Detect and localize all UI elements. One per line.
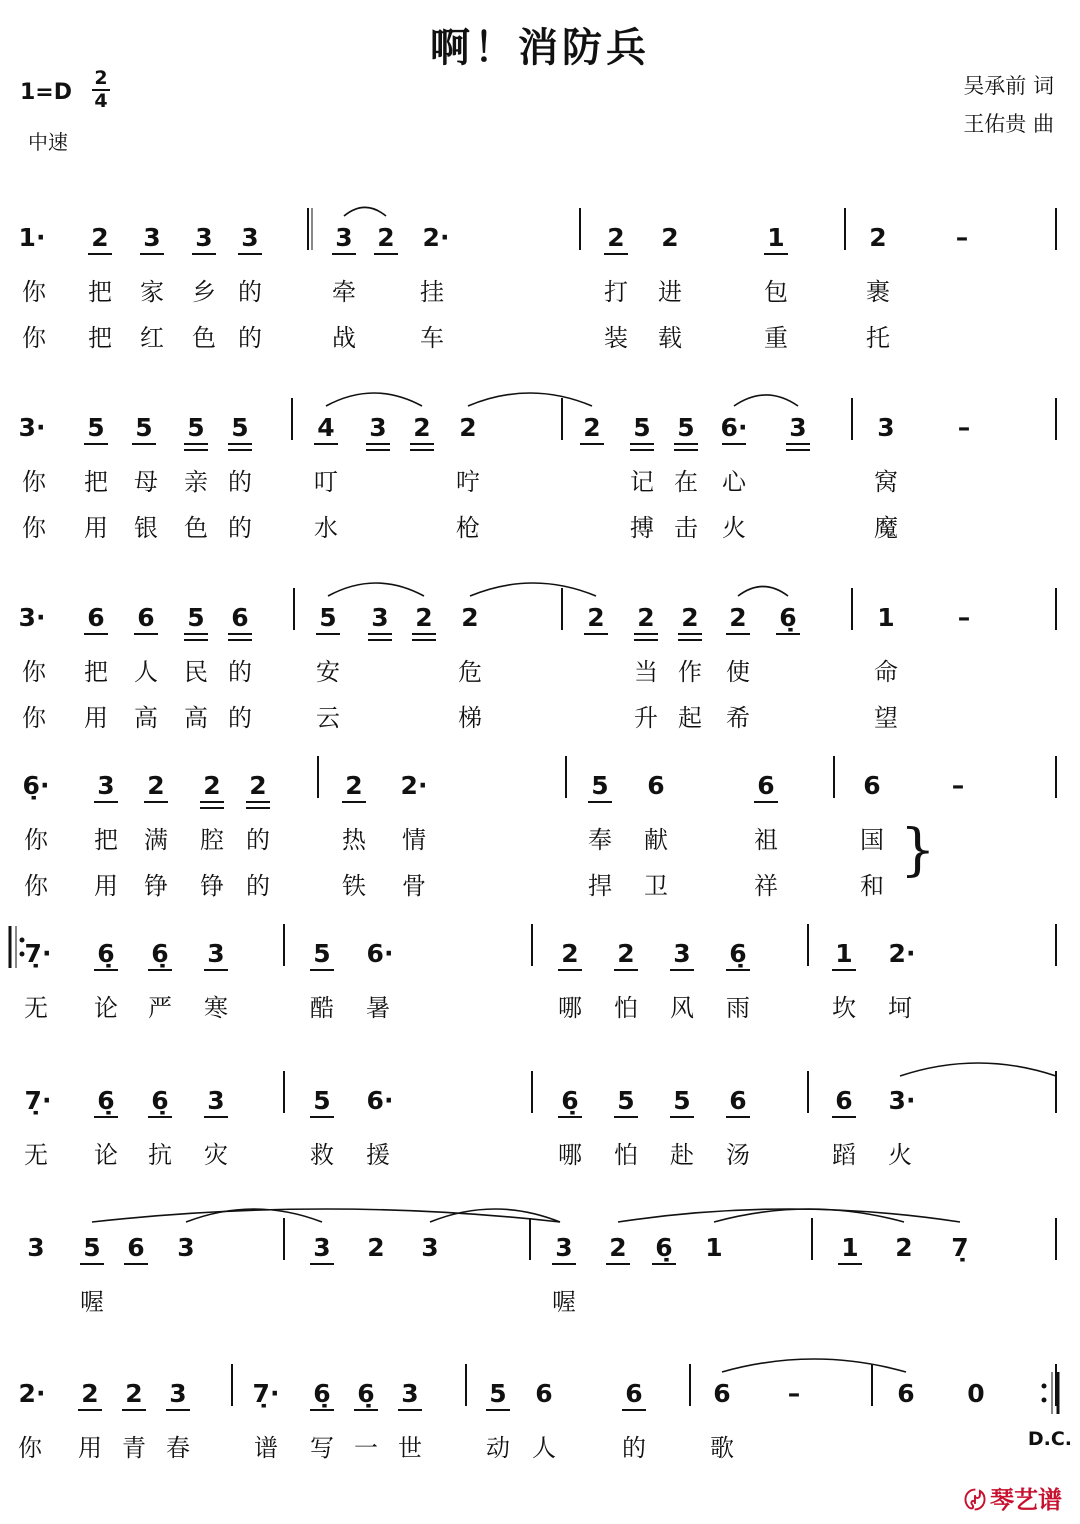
lyric-syllable: 祖: [754, 826, 778, 854]
lyric-syllable: 亲: [184, 468, 208, 496]
lyric-syllable: 的: [246, 872, 270, 900]
lyric-syllable: 火: [888, 1141, 912, 1169]
note: 5: [617, 1086, 635, 1115]
note: 2: [607, 223, 625, 252]
lyric-syllable: 酷: [310, 994, 334, 1022]
lyric-syllable: 起: [678, 704, 702, 732]
slur-arc: [328, 583, 424, 596]
lyric-syllable: 你: [24, 872, 48, 900]
note: 5: [135, 413, 153, 442]
lyric-syllable: 你: [22, 278, 46, 306]
lyric-syllable: 你: [22, 658, 46, 686]
lyric-syllable: 骨: [402, 872, 426, 900]
lyric-syllable: 风: [670, 994, 694, 1022]
note: 5: [489, 1379, 507, 1408]
note: 6: [757, 771, 775, 800]
note: 5: [319, 603, 337, 632]
watermark-logo: [964, 1480, 1062, 1515]
lyric-syllable: 记: [630, 468, 654, 496]
lyric-syllable: 民: [184, 658, 208, 686]
lyric-syllable: 捍: [588, 872, 612, 900]
lyric-syllable: 用: [78, 1434, 102, 1462]
note: 3: [27, 1233, 45, 1262]
note: 7̣·: [24, 939, 52, 968]
note: 3: [555, 1233, 573, 1262]
lyric-syllable: 重: [764, 324, 788, 352]
note: 6: [137, 603, 155, 632]
lyric-syllable: 战: [332, 324, 356, 352]
lyric-syllable: 高: [134, 704, 158, 732]
note: 6: [535, 1379, 553, 1408]
da-capo-marking: D.C.: [1027, 1428, 1072, 1450]
note: 2: [729, 603, 747, 632]
slur-arc: [468, 393, 592, 406]
note: 2·: [888, 939, 916, 968]
lyric-syllable: 祥: [754, 872, 778, 900]
lyric-syllable: 满: [144, 826, 168, 854]
lyric-syllable: 国: [860, 826, 884, 854]
lyric-syllable: 挂: [420, 278, 444, 306]
note: –: [955, 223, 969, 252]
composer-credit: 王佑贵 曲: [963, 112, 1054, 136]
slur-arc: [734, 395, 798, 406]
lyric-syllable: 写: [310, 1434, 334, 1462]
lyric-syllable: 色: [184, 514, 208, 542]
note: 2: [125, 1379, 143, 1408]
note: 5: [83, 1233, 101, 1262]
note: 3: [195, 223, 213, 252]
lyric-syllable: 你: [22, 514, 46, 542]
lyric-syllable: 把: [94, 826, 118, 854]
note: 3: [401, 1379, 419, 1408]
note: 6: [835, 1086, 853, 1115]
note: –: [957, 413, 971, 442]
lyric-syllable: 咛: [456, 468, 480, 496]
lyric-syllable: 的: [238, 324, 262, 352]
lyric-syllable: 怕: [614, 994, 638, 1022]
lyric-syllable: 银: [134, 514, 158, 542]
lyric-syllable: 升: [634, 704, 658, 732]
lyric-syllable: 车: [420, 324, 444, 352]
slur-arc: [326, 393, 422, 406]
lyric-syllable: 和: [860, 872, 884, 900]
note: 6: [625, 1379, 643, 1408]
note: 1·: [18, 223, 46, 252]
lyric-syllable: 坎: [832, 994, 856, 1022]
lyric-syllable: 无: [24, 994, 48, 1022]
lyric-syllable: 装: [604, 324, 628, 352]
lyric-syllable: 用: [84, 514, 108, 542]
note: 3: [207, 939, 225, 968]
note: 3: [177, 1233, 195, 1262]
lyricist-credit: 吴承前 词: [963, 74, 1054, 98]
lyric-syllable: 严: [148, 994, 172, 1022]
note: 7̣·: [24, 1086, 52, 1115]
lyric-syllable: 安: [316, 658, 340, 686]
note: 1: [705, 1233, 723, 1262]
lyric-syllable: 包: [764, 278, 788, 306]
note: 2: [459, 413, 477, 442]
note: 6̣·: [22, 771, 50, 800]
note: 2: [249, 771, 267, 800]
lyric-syllable: 论: [94, 994, 118, 1022]
logo-mark-icon: 〄: [963, 1489, 986, 1514]
lyric-syllable: 喔: [552, 1288, 576, 1316]
note: 7̣: [951, 1233, 969, 1262]
note: 3: [335, 223, 353, 252]
lyric-syllable: 命: [874, 658, 898, 686]
note: 6̣: [313, 1379, 331, 1408]
lyric-syllable: 梯: [458, 704, 482, 732]
note: 6: [231, 603, 249, 632]
lyric-syllable: 献: [644, 826, 668, 854]
lyric-syllable: 奉: [588, 826, 612, 854]
lyric-syllable: 载: [658, 324, 682, 352]
note: 2·: [18, 1379, 46, 1408]
slur-arc: [714, 1209, 904, 1222]
note: 5: [677, 413, 695, 442]
note: –: [787, 1379, 801, 1408]
note: 6: [897, 1379, 915, 1408]
repeat-dot: [20, 938, 25, 943]
lyric-syllable: 论: [94, 1141, 118, 1169]
note: 1: [877, 603, 895, 632]
slur-arc: [618, 1209, 960, 1222]
lyric-syllable: 救: [310, 1141, 334, 1169]
note: 5: [673, 1086, 691, 1115]
lyric-syllable: 托: [866, 324, 890, 352]
lyric-syllable: 情: [402, 826, 426, 854]
lyric-syllable: 裹: [866, 278, 890, 306]
note: 6·: [366, 1086, 394, 1115]
lyric-syllable: 人: [532, 1434, 556, 1462]
note: 2: [147, 771, 165, 800]
slur-arc: [470, 583, 596, 596]
lyric-syllable: 的: [622, 1434, 646, 1462]
lyric-syllable: 枪: [456, 514, 480, 542]
lyric-syllable: 歌: [710, 1434, 734, 1462]
lyric-syllable: 援: [366, 1141, 390, 1169]
note: 3: [877, 413, 895, 442]
lyric-syllable: 水: [314, 514, 338, 542]
lyric-syllable: 使: [726, 658, 750, 686]
lyric-syllable: 打: [604, 278, 628, 306]
note: 6·: [720, 413, 748, 442]
watermark-text: 琴艺谱: [990, 1486, 1062, 1514]
note: 5: [591, 771, 609, 800]
lyric-syllable: 的: [228, 658, 252, 686]
note: 2·: [422, 223, 450, 252]
lyric-syllable: 卫: [644, 872, 668, 900]
note: 6̣: [151, 1086, 169, 1115]
lyric-syllable: 坷: [888, 994, 912, 1022]
key-signature: 1=D: [20, 80, 73, 105]
note: 3: [369, 413, 387, 442]
lyric-syllable: 击: [674, 514, 698, 542]
note: 2: [203, 771, 221, 800]
lyric-syllable: 你: [24, 826, 48, 854]
slur-arc: [92, 1209, 560, 1222]
lyric-syllable: 世: [398, 1434, 422, 1462]
lyric-syllable: 怕: [614, 1141, 638, 1169]
note: 2: [617, 939, 635, 968]
lyric-syllable: 母: [134, 468, 158, 496]
lyric-syllable: 把: [88, 324, 112, 352]
note: 5: [313, 1086, 331, 1115]
lyric-syllable: 灾: [204, 1141, 228, 1169]
note: 6: [713, 1379, 731, 1408]
lyric-syllable: 把: [84, 658, 108, 686]
note: 3: [421, 1233, 439, 1262]
song-title: 啊！消防兵: [430, 24, 650, 71]
note: 2: [377, 223, 395, 252]
lyric-syllable: 一: [354, 1434, 378, 1462]
note: 2: [609, 1233, 627, 1262]
note: 3·: [18, 413, 46, 442]
note: 3: [313, 1233, 331, 1262]
note: –: [951, 771, 965, 800]
lyric-syllable: 雨: [726, 994, 750, 1022]
lyric-syllable: 窝: [874, 468, 898, 496]
lyric-syllable: 家: [140, 278, 164, 306]
note: 7̣·: [252, 1379, 280, 1408]
note: 2: [561, 939, 579, 968]
lyric-syllable: 的: [228, 514, 252, 542]
note: 6: [729, 1086, 747, 1115]
note: 3: [97, 771, 115, 800]
note: 6̣: [779, 603, 797, 632]
note: 6̣: [561, 1086, 579, 1115]
lyric-syllable: 火: [722, 514, 746, 542]
lyric-syllable: 希: [726, 704, 750, 732]
verse-brace: }: [900, 818, 936, 883]
lyric-syllable: 人: [134, 658, 158, 686]
note: 2: [661, 223, 679, 252]
lyric-syllable: 红: [140, 324, 164, 352]
lyric-syllable: 铁: [342, 872, 366, 900]
note: 1: [767, 223, 785, 252]
note: 2: [681, 603, 699, 632]
lyric-syllable: 喔: [80, 1288, 104, 1316]
slur-arc: [722, 1359, 906, 1372]
note: 2: [81, 1379, 99, 1408]
lyric-syllable: 寒: [204, 994, 228, 1022]
lyric-syllable: 在: [674, 468, 698, 496]
lyric-syllable: 抗: [148, 1141, 172, 1169]
lyric-syllable: 的: [228, 704, 252, 732]
lyric-syllable: 用: [94, 872, 118, 900]
lyric-syllable: 春: [166, 1434, 190, 1462]
repeat-dot: [1042, 1398, 1047, 1403]
lyric-syllable: 动: [486, 1434, 510, 1462]
note: 6: [87, 603, 105, 632]
note: 3: [143, 223, 161, 252]
lyric-syllable: 把: [84, 468, 108, 496]
tempo-marking: 中速: [28, 130, 68, 154]
note: 3: [169, 1379, 187, 1408]
lyric-syllable: 牵: [332, 278, 356, 306]
note: 5: [87, 413, 105, 442]
lyric-syllable: 铮: [200, 872, 224, 900]
lyric-syllable: 作: [678, 658, 702, 686]
note: 6̣: [97, 1086, 115, 1115]
lyric-syllable: 乡: [192, 278, 216, 306]
lyric-syllable: 的: [228, 468, 252, 496]
lyric-syllable: 进: [658, 278, 682, 306]
note: 3: [789, 413, 807, 442]
lyric-syllable: 搏: [630, 514, 654, 542]
note: 6·: [366, 939, 394, 968]
lyric-syllable: 铮: [144, 872, 168, 900]
note: 6̣: [729, 939, 747, 968]
note: 6̣: [357, 1379, 375, 1408]
lyric-syllable: 你: [22, 324, 46, 352]
lyric-syllable: 无: [24, 1141, 48, 1169]
lyric-syllable: 谱: [254, 1434, 278, 1462]
lyric-syllable: 热: [342, 826, 366, 854]
lyric-syllable: 哪: [558, 1141, 582, 1169]
note: 1: [835, 939, 853, 968]
lyric-syllable: 心: [722, 468, 746, 496]
note: 3: [673, 939, 691, 968]
lyric-syllable: 蹈: [832, 1141, 856, 1169]
lyric-syllable: 色: [192, 324, 216, 352]
note: 5: [313, 939, 331, 968]
note: 2: [895, 1233, 913, 1262]
lyric-syllable: 云: [316, 704, 340, 732]
note: 0: [967, 1379, 985, 1408]
note: 3·: [888, 1086, 916, 1115]
note: 2: [637, 603, 655, 632]
lyric-syllable: 你: [22, 704, 46, 732]
repeat-dot: [20, 952, 25, 957]
note: 2·: [400, 771, 428, 800]
note: 1: [841, 1233, 859, 1262]
note: 3·: [18, 603, 46, 632]
lyric-syllable: 汤: [726, 1141, 750, 1169]
note: 3: [241, 223, 259, 252]
note: 2: [413, 413, 431, 442]
note: 2: [461, 603, 479, 632]
lyric-syllable: 哪: [558, 994, 582, 1022]
note: 6: [127, 1233, 145, 1262]
note: 6̣: [151, 939, 169, 968]
repeat-dot: [1042, 1384, 1047, 1389]
note: 2: [367, 1233, 385, 1262]
lyric-syllable: 高: [184, 704, 208, 732]
time-signature-top: 2: [94, 67, 108, 89]
lyric-syllable: 的: [246, 826, 270, 854]
note: 2: [91, 223, 109, 252]
lyric-syllable: 当: [634, 658, 658, 686]
note: 2: [345, 771, 363, 800]
lyric-syllable: 赴: [670, 1141, 694, 1169]
lyric-syllable: 腔: [200, 826, 224, 854]
note: 6: [863, 771, 881, 800]
note: 5: [187, 603, 205, 632]
slur-arc: [738, 587, 788, 597]
time-signature-bottom: 4: [94, 90, 108, 112]
note: 5: [633, 413, 651, 442]
note: 2: [415, 603, 433, 632]
note: –: [957, 603, 971, 632]
note: 2: [583, 413, 601, 442]
lyric-syllable: 的: [238, 278, 262, 306]
lyric-syllable: 青: [122, 1434, 146, 1462]
note: 6: [647, 771, 665, 800]
slur-arc: [344, 207, 386, 216]
lyric-syllable: 你: [22, 468, 46, 496]
lyric-syllable: 望: [874, 704, 898, 732]
note: 5: [231, 413, 249, 442]
lyric-syllable: 暑: [366, 994, 390, 1022]
slur-arc: [900, 1063, 1056, 1076]
note: 6̣: [655, 1233, 673, 1262]
note: 2: [587, 603, 605, 632]
note: 4: [317, 413, 335, 442]
note: 3: [207, 1086, 225, 1115]
lyric-syllable: 把: [88, 278, 112, 306]
lyric-syllable: 魔: [874, 514, 898, 542]
note: 3: [371, 603, 389, 632]
lyric-syllable: 危: [458, 658, 482, 686]
note: 6̣: [97, 939, 115, 968]
note: 2: [869, 223, 887, 252]
lyric-syllable: 你: [18, 1434, 42, 1462]
lyric-syllable: 用: [84, 704, 108, 732]
note: 5: [187, 413, 205, 442]
lyric-syllable: 叮: [314, 468, 338, 496]
